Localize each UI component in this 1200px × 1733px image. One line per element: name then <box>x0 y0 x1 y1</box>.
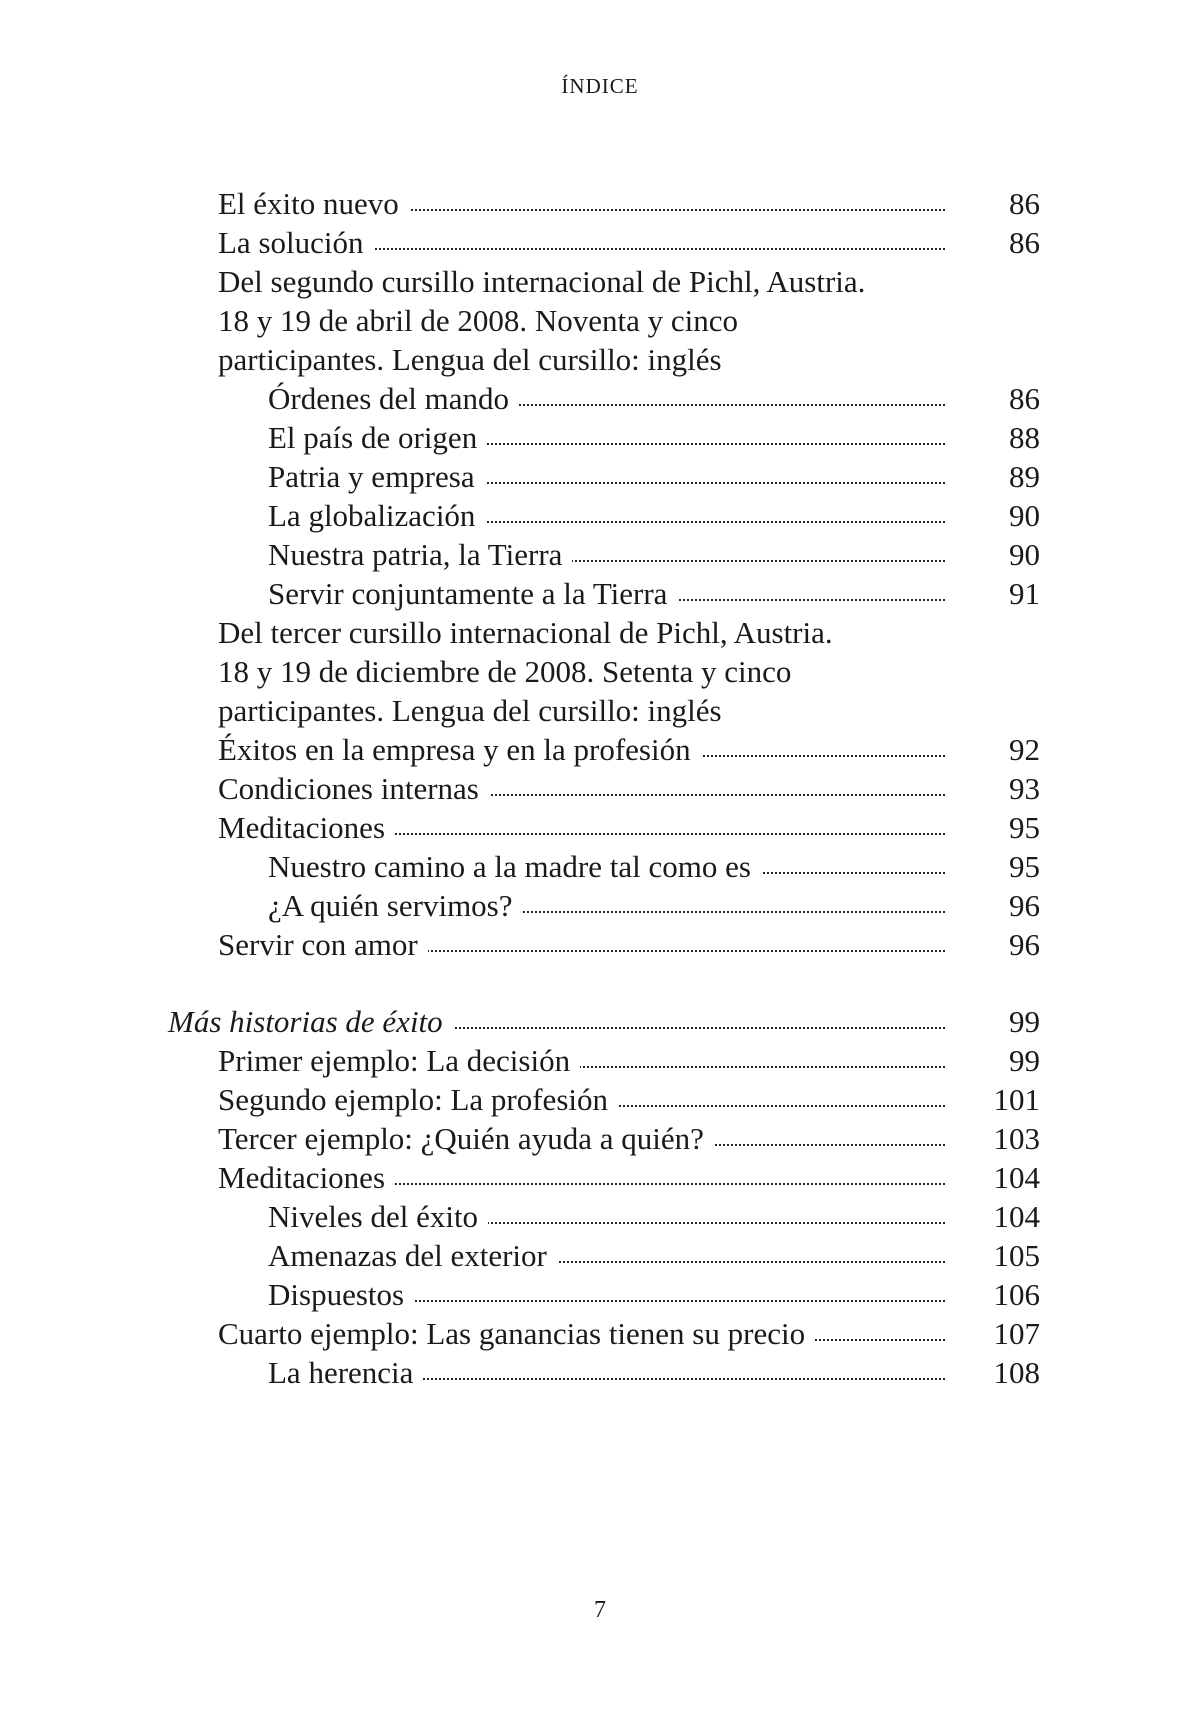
toc-chapter-entry <box>0 1000 1200 1044</box>
toc-entry-title: Patria y empresa <box>268 455 485 499</box>
toc-entry-page: 96 <box>1009 927 1040 962</box>
toc-entry-title: Dispuestos <box>268 1273 414 1317</box>
toc-entry <box>0 728 1200 772</box>
toc-entry-page: 95 <box>1009 810 1040 845</box>
toc-entry-page: 88 <box>1009 420 1040 455</box>
toc-entry <box>0 455 1200 499</box>
toc-section-heading-line <box>0 689 1200 733</box>
toc-entry-title: Nuestro camino a la madre tal como es <box>268 845 761 889</box>
toc-entry-title: Amenazas del exterior <box>268 1234 557 1278</box>
page-number: 7 <box>594 1597 606 1623</box>
toc-entry-page: 96 <box>1009 888 1040 923</box>
toc-entry-title: Meditaciones <box>218 1156 395 1200</box>
toc-section-heading: Del tercer cursillo internacional de Pichl, Austria. <box>218 611 833 655</box>
toc-entry-title: ¿A quién servimos? <box>268 884 523 928</box>
toc-entry-page: 90 <box>1009 498 1040 533</box>
toc-entry <box>0 845 1200 889</box>
toc-entry-page: 92 <box>1009 732 1040 767</box>
toc-section-heading: 18 y 19 de abril de 2008. Noventa y cinco <box>218 299 738 343</box>
toc-entry-page: 90 <box>1009 537 1040 572</box>
toc-entry <box>0 1234 1200 1278</box>
toc-entry-page: 89 <box>1009 459 1040 494</box>
toc-entry-title: La solución <box>218 221 374 265</box>
toc-entry-title: Tercer ejemplo: ¿Quién ayuda a quién? <box>218 1117 714 1161</box>
toc-section-heading-line <box>0 260 1200 304</box>
toc-entry <box>0 377 1200 421</box>
toc-entry <box>0 767 1200 811</box>
toc-entry <box>0 221 1200 265</box>
toc-entry-page: 86 <box>1009 225 1040 260</box>
toc-entry <box>0 806 1200 850</box>
toc-section-heading: participantes. Lengua del cursillo: inglés <box>218 689 722 733</box>
toc-entry <box>0 494 1200 538</box>
toc-entry <box>0 533 1200 577</box>
toc-entry-title: La globalización <box>268 494 485 538</box>
toc-entry-title: La herencia <box>268 1351 423 1395</box>
toc-entry <box>0 182 1200 226</box>
toc-entry-page: 86 <box>1009 186 1040 221</box>
toc-entry-title: Niveles del éxito <box>268 1195 488 1239</box>
toc-entry-page: 101 <box>993 1082 1040 1117</box>
toc-entry-title: Servir con amor <box>218 923 428 967</box>
toc-entry-title: Condiciones internas <box>218 767 489 811</box>
toc-entry-page: 107 <box>993 1316 1040 1351</box>
toc-entry-page: 105 <box>993 1238 1040 1273</box>
toc-entry-title: Segundo ejemplo: La profesión <box>218 1078 618 1122</box>
toc-entry <box>0 1039 1200 1083</box>
toc-entry <box>0 1195 1200 1239</box>
toc-entry-page: 106 <box>993 1277 1040 1312</box>
toc-entry <box>0 1078 1200 1122</box>
toc-entry-page: 103 <box>993 1121 1040 1156</box>
toc-entry-title: El país de origen <box>268 416 487 460</box>
toc-section-heading: 18 y 19 de diciembre de 2008. Setenta y cinco <box>218 650 791 694</box>
toc-entry <box>0 884 1200 928</box>
running-head: ÍNDICE <box>561 74 639 98</box>
toc-entry-page: 86 <box>1009 381 1040 416</box>
toc-entry-page: 91 <box>1009 576 1040 611</box>
toc-entry-page: 104 <box>993 1160 1040 1195</box>
toc-section-heading: participantes. Lengua del cursillo: inglés <box>218 338 722 382</box>
toc-section-heading-line <box>0 650 1200 694</box>
toc-entry-page: 99 <box>1009 1004 1040 1039</box>
toc-entry <box>0 1273 1200 1317</box>
toc-entry-page: 108 <box>993 1355 1040 1390</box>
toc-section-heading-line <box>0 338 1200 382</box>
toc-entry <box>0 1156 1200 1200</box>
toc-section-heading-line <box>0 299 1200 343</box>
toc-entry <box>0 1312 1200 1356</box>
toc-entry-page: 95 <box>1009 849 1040 884</box>
toc-entry-title: Nuestra patria, la Tierra <box>268 533 572 577</box>
toc-entry-page: 93 <box>1009 771 1040 806</box>
toc-entry-title: Meditaciones <box>218 806 395 850</box>
toc-section-heading-line <box>0 611 1200 655</box>
toc-entry-page: 104 <box>993 1199 1040 1234</box>
toc-entry-title: Éxitos en la empresa y en la profesión <box>218 728 701 772</box>
toc-entry <box>0 1351 1200 1395</box>
toc-entry <box>0 1117 1200 1161</box>
toc-entry <box>0 416 1200 460</box>
toc-section-heading: Del segundo cursillo internacional de Pichl, Austria. <box>218 260 865 304</box>
toc-entry-page: 99 <box>1009 1043 1040 1078</box>
toc-entry <box>0 923 1200 967</box>
toc-entry-title: El éxito nuevo <box>218 182 409 226</box>
toc-chapter-title: Más historias de éxito <box>168 1000 453 1044</box>
toc-entry <box>0 572 1200 616</box>
toc-entry-title: Servir conjuntamente a la Tierra <box>268 572 677 616</box>
toc-entry-title: Órdenes del mando <box>268 377 519 421</box>
toc-entry-title: Primer ejemplo: La decisión <box>218 1039 580 1083</box>
toc-entry-title: Cuarto ejemplo: Las ganancias tienen su precio <box>218 1312 815 1356</box>
